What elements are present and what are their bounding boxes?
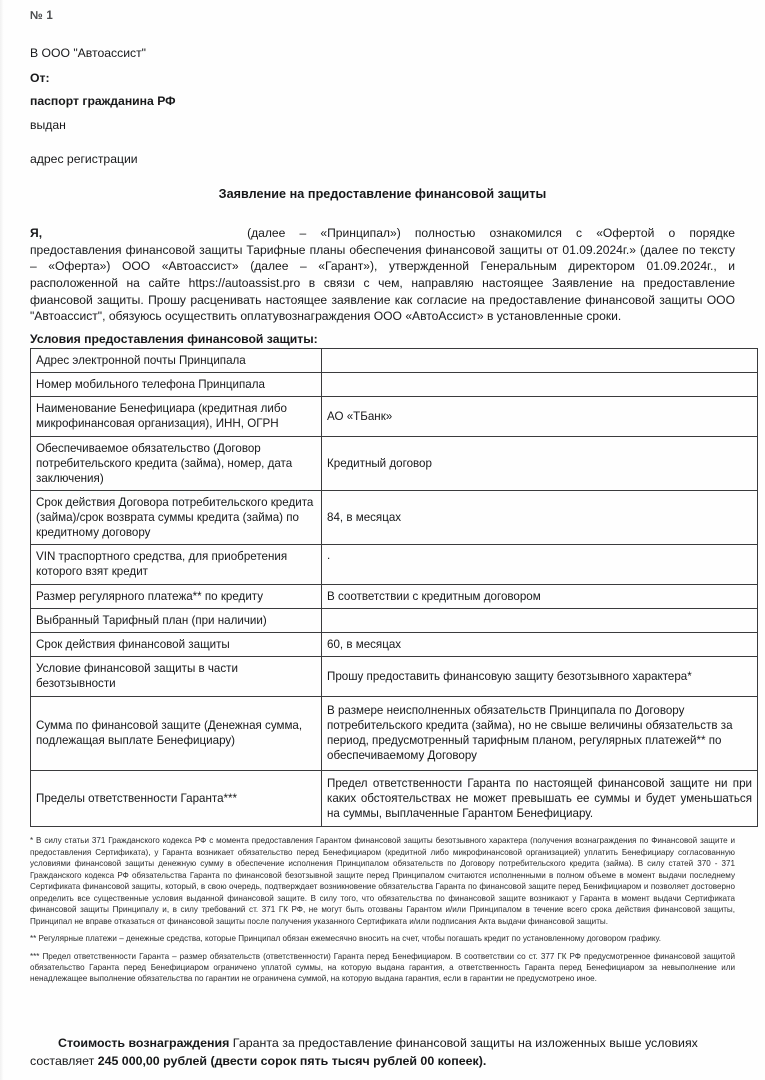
row-value[interactable] <box>322 373 758 397</box>
document-content <box>30 0 752 1070</box>
from-label: От: <box>30 71 50 86</box>
row-label: Адрес электронной почты Принципала <box>31 349 322 373</box>
row-label: Срок действия Договора потребительского кредита (займа)/срок возврата суммы кредита (займа) по кредитному договору <box>31 491 322 545</box>
price-middle: Гаранта за предоставление финансовой защиты на изложенных выше условиях составляет <box>30 1035 698 1068</box>
page-title: Заявление на предоставление финансовой защиты <box>218 187 547 202</box>
recipient-line: В ООО "Автоассист" <box>30 46 147 60</box>
table-row <box>31 633 758 657</box>
row-value[interactable]: Предел ответственности Гаранта по настоящей финансовой защите ни при каких обстоятельствах не может превышать ее суммы и будет уменьшаться на суммы, выплаченные Гарантом Бенефициару. <box>322 771 758 827</box>
table-row <box>31 373 758 397</box>
address-block <box>30 47 735 165</box>
scan-edge <box>0 0 4 1080</box>
row-label: Номер мобильного телефона Принципала <box>31 373 322 397</box>
price-label: Стоимость вознаграждения <box>58 1035 230 1050</box>
footnotes-block <box>30 835 735 985</box>
conditions-table-body <box>31 349 758 827</box>
registration-address-label: адрес регистрации <box>30 151 138 166</box>
table-row <box>31 657 758 697</box>
table-row <box>31 545 758 585</box>
row-label: Пределы ответственности Гаранта*** <box>31 771 322 827</box>
row-label: Срок действия финансовой защиты <box>31 633 322 657</box>
row-value[interactable]: 60, в месяцах <box>322 633 758 657</box>
row-label: Условие финансовой защиты в части безотзывности <box>31 657 322 697</box>
intro-lead: Я, <box>30 226 43 241</box>
document-number: № 1 <box>30 10 54 22</box>
row-value[interactable]: 84, в месяцах <box>322 491 758 545</box>
row-label: Размер регулярного платежа** по кредиту <box>31 585 322 609</box>
table-row <box>31 771 758 827</box>
row-value[interactable]: . <box>322 545 758 585</box>
table-row <box>31 437 758 491</box>
price-block <box>30 1035 735 1070</box>
footnote-3: *** Предел ответственности Гаранта – размер обязательств (ответственности) Гаранта перед Бенефициаром. В соответствии со ст. 377 ГК РФ предусмотренное финансовой защитой обязательство Гаранта перед Бенефициаром ограничено уплатой суммы, на которую выдана гарантия, а ответственность Гаранта перед Бенефициаром за невыполнение или ненадлежащее выполнение обязательства по гарантии не ограничена суммой, на которую выдана гарантия, если в гарантии не предусмотрено иное. <box>30 951 735 984</box>
row-value[interactable]: В соответствии с кредитным договором <box>322 585 758 609</box>
intro-body: (далее – «Принципал») полностью ознакомился с «Офертой о порядке предоставления финансовой защиты Тарифные планы обеспечения финансовой защиты от 01.09.2024г.» (далее по тексту – «Оферта») ООО «Автоассист» (далее – «Гарант»), утвержденной Генеральным директором 01.09.2024г., и расположенной на сайте https://autoassist.pro в связи с чем, направляю настоящее Заявление на предоставление фиансовой защиты. Прошу расценивать настоящее заявление как согласие на предоставление финансовой защиты ООО "Автоассист", обязуюсь осуществить оплатувознаграждения ООО «АвтоАссист» в установленные сроки. <box>30 226 735 324</box>
row-value[interactable]: Кредитный договор <box>322 437 758 491</box>
issued-label: выдан <box>30 117 66 132</box>
table-row <box>31 397 758 437</box>
price-amount: 245 000,00 рублей (двести сорок пять тысяч рублей 00 копеек). <box>97 1053 487 1068</box>
row-label: Обеспечиваемое обязательство (Договор потребительского кредита (займа), номер, дата заключения) <box>31 437 322 491</box>
row-value[interactable]: В размере неисполненных обязательств Принципала по Договору потребительского кредита (займа), но не свыше величины обязательств за период, предусмотренный тарифным планом, регулярных платежей** по обеспечиваемому Договору <box>322 697 758 771</box>
row-value[interactable]: АО «ТБанк» <box>322 397 758 437</box>
row-label: Сумма по финансовой защите (Денежная сумма, подлежащая выплате Бенефициару) <box>31 697 322 771</box>
table-row <box>31 697 758 771</box>
table-row <box>31 349 758 373</box>
conditions-table <box>30 348 758 827</box>
row-label: Наименование Бенефициара (кредитная либо микрофинансовая организация), ИНН, ОГРН <box>31 397 322 437</box>
footnote-2: ** Регулярные платежи – денежные средства, которые Принципал обязан ежемесячно вносить на счет, чтобы погашать кредит по установленному договором графику. <box>30 934 661 944</box>
row-label: Выбранный Тарифный план (при наличии) <box>31 609 322 633</box>
footnote-1: * В силу статьи 371 Гражданского кодекса РФ с момента предоставления Гарантом финансовой защиты безотзывного характера (получения вознаграждения по Финансовой защите и предоставления Сертификата), у Гаранта возникает обязательство перед Бенефициаром (кредитной либо микрофинансовой организацией) уплатить Бенефициару согласованную условиями финансовой защиты денежную сумму в обеспечение исполнения Принципалом обязательств по Договору потребительского кредита (займа). В силу статей 370 - 371 Гражданского кодекса РФ обязательства Гаранта по финансовой безотзывной защите перед Принципалом считаются исполненными в полном объеме в момент выдачи последнему Сертификата финансовой защиты, который, в свою очередь, подтверждает возникновение обязательства Гаранта по финансовой защите перед Бенифициаром и позволяет достоверно определить все существенные условия выданной финансовой защите. В силу того, что обязательства по финансовой защите возникают у Гаранта в момент выдачи Сертификата финансовой защиты Принципалу и, в силу требований ст. 371 ГК РФ, не могут быть отозваны Гарантом и/или Принципалом в течение всего срока действия финансовой защиты, Принципал не вправе отказаться от финансовой защиты после получения указанного Сертификата и/или подписания Акта выдачи финансовой защиты. <box>30 836 735 926</box>
row-value[interactable]: Прошу предоставить финансовую защиту безотзывного характера* <box>322 657 758 697</box>
row-value[interactable] <box>322 609 758 633</box>
intro-paragraph <box>30 225 735 325</box>
table-row <box>31 609 758 633</box>
passport-label: паспорт гражданина РФ <box>30 94 176 109</box>
row-value[interactable] <box>322 349 758 373</box>
table-row <box>31 585 758 609</box>
conditions-section-title: Условия предоставления финансовой защиты: <box>30 332 318 347</box>
row-label: VIN траспортного средства, для приобретения которого взят кредит <box>31 545 322 585</box>
table-row <box>31 491 758 545</box>
